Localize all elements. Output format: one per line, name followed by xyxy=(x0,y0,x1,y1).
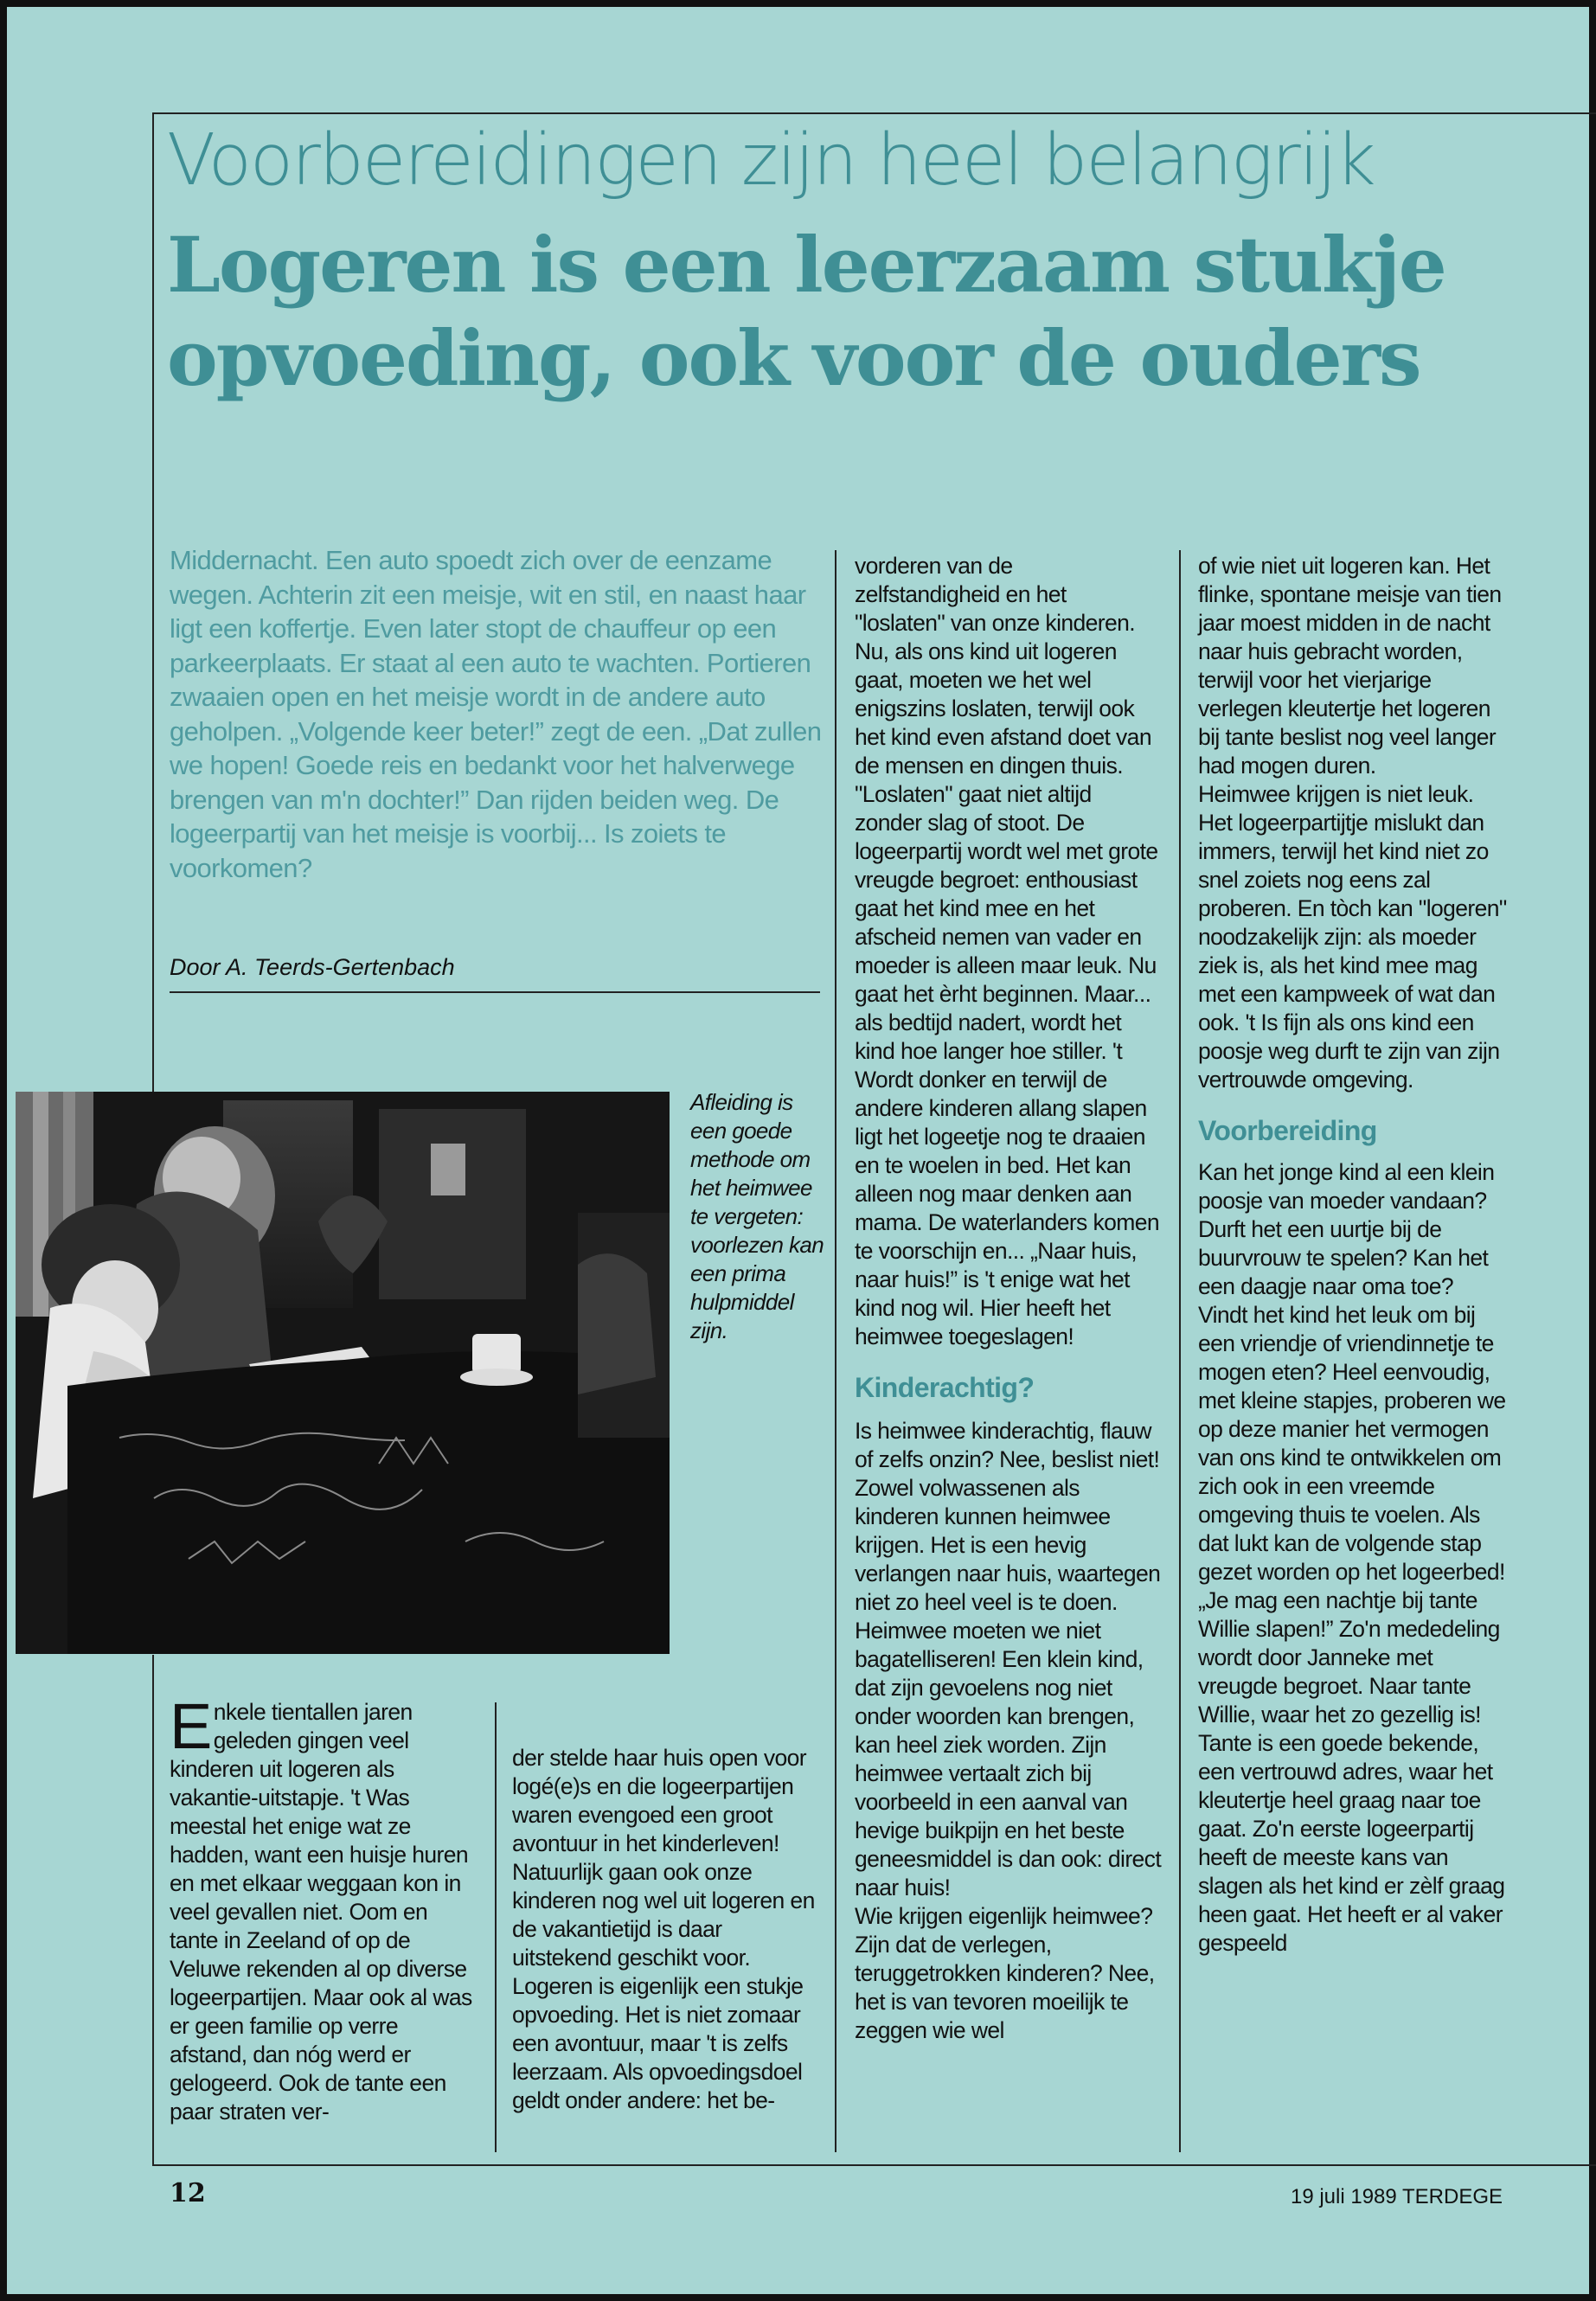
byline-rule xyxy=(170,991,820,993)
page-number: 12 xyxy=(170,2178,206,2208)
subhead-kinderachtig: Kinderachtig? xyxy=(855,1372,1035,1403)
column-1 xyxy=(170,1690,472,2126)
column-3-text-a: vorderen van de zelfstandigheid en het "loslaten" van onze kinderen. Nu, als ons kind uit logeren gaat, moeten we het wel enigszins loslaten, terwijl ook het kind even afstand doet van de mensen en dingen thuis. "Loslaten" gaat niet altijd zonder slag of stoot. De logeerpartij wordt wel met grote vreugde begroet: enthousiast gaat het kind mee en het afscheid nemen van vader en moeder is alleen maar leuk. Nu gaat het èrht beginnen. Maar... als bedtijd nadert, wordt het kind hoe langer hoe stiller. 't Wordt donker en terwijl de andere kinderen allang slapen ligt het logeetje nog te draaien en te woelen in bed. Het kan alleen nog maar denken aan mama. De waterlanders komen te voorschijn en... „Naar huis, naar huis!” is 't enige wat het kind nog wil. Hier heeft het heimwee toegeslagen! xyxy=(855,553,1160,1349)
subhead-voorbereiding: Voorbereiding xyxy=(1198,1115,1377,1146)
column-4-text-a: of wie niet uit logeren kan. Het flinke, spontane meisje van tien jaar moest midden in de nacht naar huis gebracht worden, terwijl voor het vierjarige verlegen kleutertje het logeren bij tante beslist nog veel langer had mogen duren. Heimwee krijgen is niet leuk. Het logeerpartijtje mislukt dan immers, terwijl het kind niet zo snel zoiets nog eens zal proberen. En tòch kan "logeren" noodzakelijk zijn: als moeder ziek is, als het kind mee mag met een kampweek of wat dan ook. 't Is fijn als ons kind een poosje weg durft te zijn van zijn vertrouwde omgeving. xyxy=(1198,553,1507,1093)
column-2-text: der stelde haar huis open voor logé(e)s en die logeerpartijen waren evengoed een groot avontuur in het kinderleven! Natuurlijk gaan ook onze kinderen nog wel uit logeren en de vakantietijd is daar uitstekend geschikt voor. Logeren is eigenlijk een stukje opvoeding. Het is niet zomaar een avontuur, maar 't is zelfs leerzaam. Als opvoedingsdoel geldt onder andere: het be- xyxy=(512,1745,815,2113)
column-divider-0 xyxy=(495,1702,497,2152)
drop-cap: E xyxy=(170,1690,212,1762)
byline: Door A. Teerds-Gertenbach xyxy=(170,954,455,980)
left-rule-top xyxy=(152,112,154,1094)
column-divider-1 xyxy=(835,550,836,2152)
intro-text: Middernacht. Een auto spoedt zich over de eenzame wegen. Achterin zit een meisje, wit en stil, en naast haar ligt een koffertje. Even later stopt de chauffeur op een parkeerplaats. Er staat al een auto te wachten. Portieren zwaaien open en het meisje wordt in de andere auto geholpen. „Volgende keer beter!” zegt de een. „Dat zullen we hopen! Goede reis en bedankt voor het halverwege brengen van m'n dochter!” Dan rijden beiden weg. De logeerpartij van het meisje is voorbij... Is zoiets te voorkomen? xyxy=(170,545,822,883)
photo xyxy=(16,1092,670,1654)
headline-line-2: opvoeding, ook voor de ouders xyxy=(167,313,1420,403)
column-3-text-b: Is heimwee kinderachtig, flauw of zelfs onzin? Nee, beslist niet! Zowel volwassenen als kinderen kunnen heimwee krijgen. Het is een hevig verlangen naar huis, waartegen niet zo heel veel is te doen. Heimwee moeten we niet bagatelliseren! Een klein kind, dat zijn gevoelens nog niet onder woorden kan brengen, kan heel ziek worden. Zijn heimwee vertaalt zich bij voorbeeld in een aanval van hevige buikpijn en het beste geneesmiddel is dan ook: direct naar huis! Wie krijgen eigenlijk heimwee? Zijn dat de verlegen, teruggetrokken kinderen? Nee, het is van tevoren moeilijk te zeggen wie wel xyxy=(855,1418,1162,2043)
reading-photo-illustration xyxy=(16,1092,670,1654)
left-rule-bottom xyxy=(152,1655,154,2165)
column-2 xyxy=(512,1715,817,2115)
column-4 xyxy=(1198,552,1508,1958)
column-4-text-b: Kan het jonge kind al een klein poosje van moeder vandaan? Durft het een uurtje bij de buurvrouw te spelen? Kan het een daagje naar oma toe? Vindt het kind het leuk om bij een vriendje of vriendinnetje te mogen eten? Heel eenvoudig, met kleine stapjes, proberen we op deze manier het vermogen van ons kind te ontwikkelen om zich ook in een vreemde omgeving thuis te voelen. Als dat lukt kan de volgende stap gezet worden op het logeerbed! „Je mag een nachtje bij tante Willie slapen!” Zo'n mededeling wordt door Janneke met vreugde begroet. Naar tante Willie, waar het zo gezellig is! Tante is een goede bekende, een vertrouwd adres, waar het kleutertje heel graag naar toe gaat. Zo'n eerste logeerpartij heeft de meeste kans van slagen als het kind er zèlf graag heen gaat. Het heeft er al vaker gespeeld xyxy=(1198,1159,1506,1956)
title-block xyxy=(167,119,1551,405)
photo-caption: Afleiding is een goede methode om het heimwee te vergeten: voorlezen kan een prima hulpmiddel zijn. xyxy=(690,1089,824,1343)
column-divider-2 xyxy=(1179,550,1181,2152)
bottom-rule xyxy=(152,2164,1596,2166)
issue-date: 19 juli 1989 TERDEGE xyxy=(1290,2185,1503,2208)
top-rule xyxy=(152,112,1596,114)
magazine-page xyxy=(7,7,1589,2294)
column-1-text: nkele tientallen jaren geleden gingen veel kinderen uit logeren als vakantie-uitstapje. 't Was meestal het enige wat ze hadden, want een huisje huren en met elkaar weggaan kon in veel gevallen niet. Oom en tante in Zeeland of op de Veluwe rekenden al op diverse logeerpartijen. Maar ook al was er geen familie op verre afstand, dan nóg werd er gelogeerd. Ook de tante een paar straten ver- xyxy=(170,1699,472,2125)
headline-line-1: Logeren is een leerzaam stukje xyxy=(167,220,1445,310)
kicker: Voorbereidingen zijn heel belangrijk xyxy=(167,119,1375,202)
column-3 xyxy=(855,552,1162,2045)
